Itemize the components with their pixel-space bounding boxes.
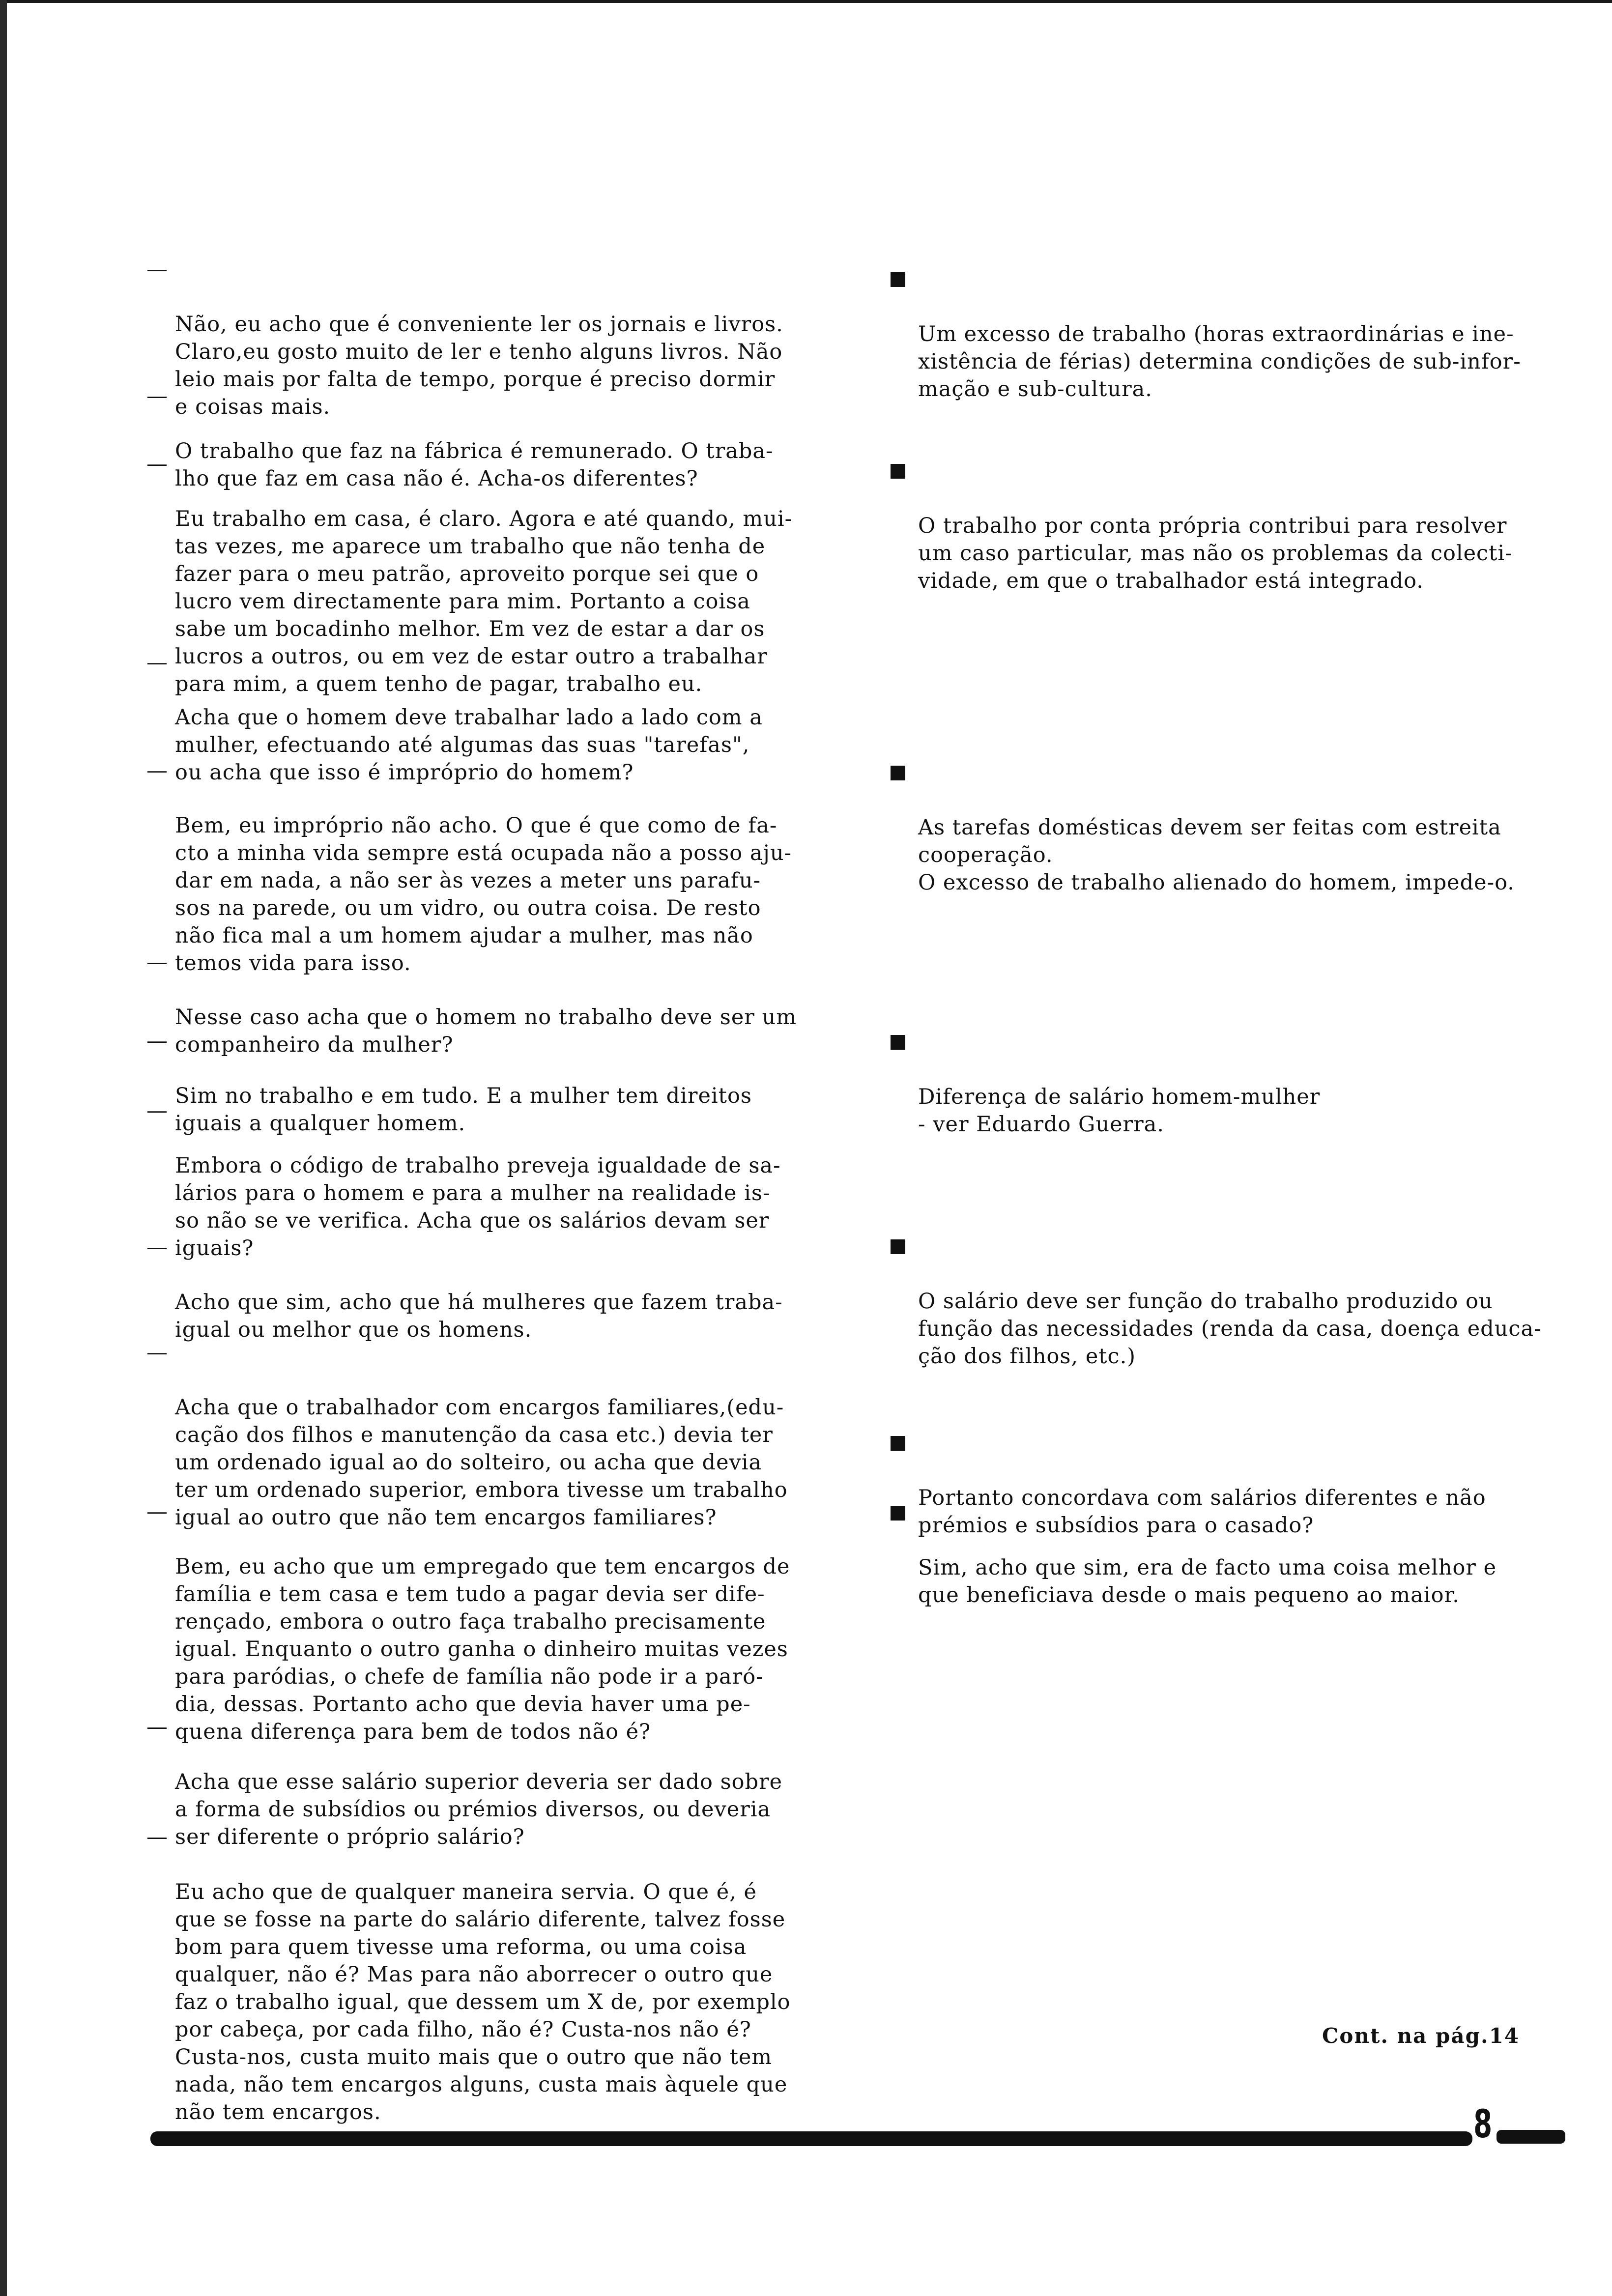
footer-rule-right xyxy=(1497,2130,1565,2144)
margin-note xyxy=(889,759,1577,896)
entry-text: Sim no trabalho e em tudo. E a mulher tem direitos iguais a qualquer homem. xyxy=(175,1084,752,1136)
interview-entry xyxy=(142,1498,835,1746)
dash-marker: — xyxy=(146,452,168,476)
continuation-note: Cont. na pág.14 xyxy=(1322,2024,1520,2048)
dash-marker: — xyxy=(146,257,168,282)
note-text: As tarefas domésticas devem ser feitas com estreita cooperação. O excesso de trabalho alienado do homem, impede-o. xyxy=(918,815,1515,895)
note-text: O salário deve ser função do trabalho produzido ou função das necessidades (renda da casa, doença educa- ção dos filhos, etc.) xyxy=(918,1289,1542,1369)
entry-text: Acha que o trabalhador com encargos familiares,(edu- cação dos filhos e manutenção da casa etc.) devia ter um ordenado igual ao do solteiro, ou acha que devia ter um ordenado superior, embora tivesse um trabalho igual ao outro que não tem encargos familiares? xyxy=(175,1395,788,1530)
square-bullet-icon xyxy=(891,464,905,479)
square-bullet-icon xyxy=(891,766,905,780)
dash-marker: — xyxy=(146,1340,168,1365)
square-bullet-icon xyxy=(891,272,905,287)
note-text: O trabalho por conta própria contribui para resolver um caso particular, mas não os problemas da colecti- vidade, em que o trabalhador está integrado. xyxy=(918,514,1513,593)
footer-rule xyxy=(150,2131,1472,2146)
entry-text: Bem, eu acho que um empregado que tem encargos de família e tem casa e tem tudo a pagar devia ser dife- rençado, embora o outro faça trabalho precisamente igual. Enquanto o outro ganha o dinheiro muitas vezes para paródias, o chefe de família não pode ir a paró- dia, dessas. Portanto acho que devia haver uma pe- quena diferença para bem de todos não é? xyxy=(175,1554,790,1744)
scan-edge-left xyxy=(0,0,7,2296)
margin-note xyxy=(889,1233,1577,1370)
interview-entry xyxy=(142,1234,835,1344)
entry-text: Não, eu acho que é conveniente ler os jornais e livros. Claro,eu gosto muito de ler e tenho alguns livros. Não leio mais por falta de tempo, porque é preciso dormir e coisas mais. xyxy=(175,312,783,419)
scan-edge-top xyxy=(0,0,1612,3)
interview-entry xyxy=(142,757,835,977)
dash-marker: — xyxy=(146,950,168,975)
entry-text: Eu acho que de qualquer maneira servia. O que é, é que se fosse na parte do salário diferente, talvez fosse bom para quem tivesse uma reforma, ou uma coisa qualquer, não é? Mas para não aborrecer o outro que faz o trabalho igual, que dessem um X de, por exemplo por cabeça, por cada filho, não é? Custa-nos não é? Custa-nos, custa muito mais que o outro que não tem nada, não tem encargos alguns, custa mais àquele que não tem encargos. xyxy=(175,1880,791,2124)
entry-text: Eu trabalho em casa, é claro. Agora e até quando, mui- tas vezes, me aparece um trabalho que não tenha de fazer para o meu patrão, aproveito porque sei que o lucro vem directamente para mim. Portanto a coisa sabe um bocadinho melhor. Em vez de estar a dar os lucros a outros, ou em vez de estar outro a trabalhar para mim, a quem tenho de pagar, trabalho eu. xyxy=(175,507,793,696)
note-text: Sim, acho que sim, era de facto uma coisa melhor e que beneficiava desde o mais pequeno ao maior. xyxy=(918,1555,1497,1607)
dash-marker: — xyxy=(146,650,168,675)
dash-marker: — xyxy=(146,1029,168,1053)
margin-note xyxy=(889,457,1577,595)
entry-text: Nesse caso acha que o homem no trabalho deve ser um companheiro da mulher? xyxy=(175,1005,797,1057)
square-bullet-icon xyxy=(891,1239,905,1254)
dash-marker: — xyxy=(146,758,168,783)
dash-marker: — xyxy=(146,1098,168,1123)
margin-note xyxy=(889,1028,1577,1138)
entry-text: Acha que o homem deve trabalhar lado a lado com a mulher, efectuando até algumas das suas "tarefas", ou acha que isso é impróprio do homem? xyxy=(175,705,763,785)
dash-marker: — xyxy=(146,384,168,408)
entry-text: O trabalho que faz na fábrica é remunerado. O traba- lho que faz em casa não é. Acha-os diferentes? xyxy=(175,439,774,491)
dash-marker: — xyxy=(146,1499,168,1524)
interview-entry xyxy=(142,1823,835,2126)
page-number: 8 xyxy=(1473,2102,1493,2147)
square-bullet-icon xyxy=(891,1506,905,1521)
note-text: Portanto concordava com salários diferentes e não prémios e subsídios para o casado? xyxy=(918,1486,1486,1538)
margin-note xyxy=(889,1499,1577,1609)
dash-marker: — xyxy=(146,1715,168,1739)
entry-text: Bem, eu impróprio não acho. O que é que como de fa- cto a minha vida sempre está ocupada não a posso aju- dar em nada, a não ser às vezes a meter uns parafu- sos na parede, ou um vidro, ou outra coisa. De resto não fica mal a um homem ajudar a mulher, mas não temos vida para isso. xyxy=(175,813,792,976)
margin-note xyxy=(889,265,1577,403)
square-bullet-icon xyxy=(891,1035,905,1050)
dash-marker: — xyxy=(146,1825,168,1849)
dash-marker: — xyxy=(146,1235,168,1260)
note-text: Diferença de salário homem-mulher - ver Eduardo Guerra. xyxy=(918,1085,1321,1137)
note-text: Um excesso de trabalho (horas extraordinárias e ine- xistência de férias) determina condições de sub-infor- mação e sub-cultura. xyxy=(918,322,1521,402)
entry-text: Acho que sim, acho que há mulheres que fazem traba- igual ou melhor que os homens. xyxy=(175,1290,783,1342)
entry-text: Acha que esse salário superior deveria ser dado sobre a forma de subsídios ou prémios diversos, ou deveria ser diferente o próprio salário? xyxy=(175,1770,783,1849)
entry-text: Embora o código de trabalho preveja igualdade de sa- lários para o homem e para a mulher na realidade is- so não se ve verifica. Acha que os salários devam ser iguais? xyxy=(175,1153,781,1261)
square-bullet-icon xyxy=(891,1436,905,1451)
